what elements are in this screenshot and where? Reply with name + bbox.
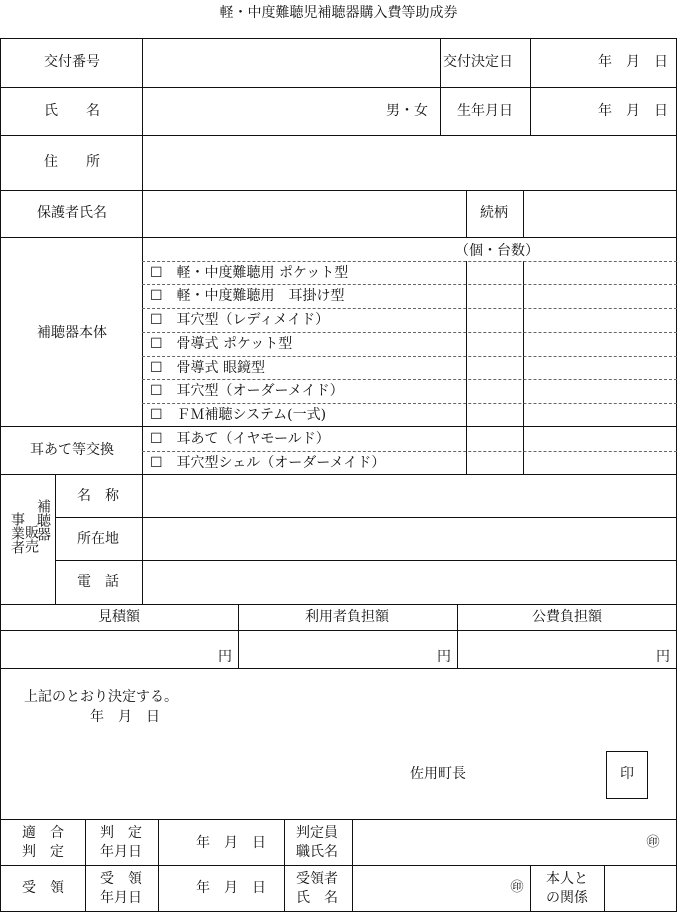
ear-item[interactable]: ☐ 耳あて（イヤモールド） bbox=[150, 431, 330, 447]
hanteiin-seal-mark: ㊞ bbox=[646, 835, 660, 850]
shimei-label: 氏 名 bbox=[44, 103, 100, 119]
seinengappi-label: 生年月日 bbox=[457, 103, 513, 119]
decision-date: 年 月 日 bbox=[90, 709, 160, 725]
device-item[interactable]: ☐ 軽・中度難聴用 耳掛け型 bbox=[150, 288, 345, 304]
device-item[interactable]: ☐ ＦＭ補聴システム(一式) bbox=[150, 407, 327, 423]
yen-mitsumori: 円 bbox=[218, 649, 232, 665]
meisho-label: 名 称 bbox=[77, 488, 119, 504]
relation-line2: の関係 bbox=[546, 890, 588, 906]
hantei-line1: 判 定 bbox=[100, 825, 142, 841]
yen-kouhi: 円 bbox=[656, 649, 670, 665]
device-item[interactable]: ☐ 軽・中度難聴用 ポケット型 bbox=[150, 265, 349, 281]
decision-text: 上記のとおり決定する。 bbox=[24, 689, 178, 705]
koufu-kettei-bi-label: 交付決定日 bbox=[443, 54, 513, 70]
tekigo-line1: 適 合 bbox=[22, 825, 64, 841]
juryo-date-line1: 受 領 bbox=[100, 871, 142, 887]
jusho-label: 住 所 bbox=[44, 154, 100, 170]
juryo-label: 受 領 bbox=[22, 880, 64, 896]
riyosha-label: 利用者負担額 bbox=[305, 609, 389, 625]
ear-label: 耳あて等交換 bbox=[30, 442, 114, 458]
shozaichi-label: 所在地 bbox=[77, 531, 119, 547]
ear-item[interactable]: ☐ 耳穴型シェル（オーダーメイド） bbox=[150, 455, 386, 471]
mitsumori-label: 見積額 bbox=[98, 609, 140, 625]
seller-label-col2: 販売 bbox=[23, 525, 39, 553]
juryosha-seal-mark: ㊞ bbox=[510, 880, 524, 895]
relation-line1: 本人と bbox=[546, 871, 588, 887]
hantei-line2: 年月日 bbox=[100, 844, 142, 860]
juryosha-line1: 受領者 bbox=[296, 871, 338, 887]
koufu-date-blank: 年 月 日 bbox=[598, 54, 668, 70]
hanteiin-line1: 判定員 bbox=[296, 825, 338, 841]
birth-date-blank: 年 月 日 bbox=[598, 103, 668, 119]
device-item[interactable]: ☐ 耳穴型（レディメイド） bbox=[150, 312, 330, 328]
hanteiin-line2: 職氏名 bbox=[296, 844, 338, 860]
zokugara-label: 続柄 bbox=[480, 205, 508, 221]
seal-label: 印 bbox=[620, 766, 634, 782]
denwa-label: 電 話 bbox=[77, 574, 119, 590]
juryosha-line2: 氏 名 bbox=[296, 890, 338, 906]
count-header: （個・台数） bbox=[455, 243, 539, 259]
koufu-bango-label: 交付番号 bbox=[44, 54, 100, 70]
form-title: 軽・中度難聴児補聴器購入費等助成券 bbox=[219, 5, 458, 21]
seller-label-col1: 補聴器 bbox=[35, 499, 51, 541]
device-label: 補聴器本体 bbox=[37, 325, 107, 341]
device-item[interactable]: ☐ 骨導式 眼鏡型 bbox=[150, 360, 266, 376]
tekigo-line2: 判 定 bbox=[22, 844, 64, 860]
device-item[interactable]: ☐ 耳穴型（オーダーメイド） bbox=[150, 383, 344, 399]
gender-option: 男・女 bbox=[386, 103, 428, 119]
juryo-date-line2: 年月日 bbox=[100, 890, 142, 906]
device-item[interactable]: ☐ 骨導式 ポケット型 bbox=[150, 336, 293, 352]
yen-riyosha: 円 bbox=[437, 649, 451, 665]
hantei-date-blank: 年 月 日 bbox=[196, 835, 266, 851]
seller-label-col3: 事業者 bbox=[9, 512, 25, 554]
kouhi-label: 公費負担額 bbox=[532, 609, 602, 625]
juryo-date-blank: 年 月 日 bbox=[196, 880, 266, 896]
hogosha-label: 保護者氏名 bbox=[37, 205, 107, 221]
mayor-label: 佐用町長 bbox=[410, 766, 466, 782]
